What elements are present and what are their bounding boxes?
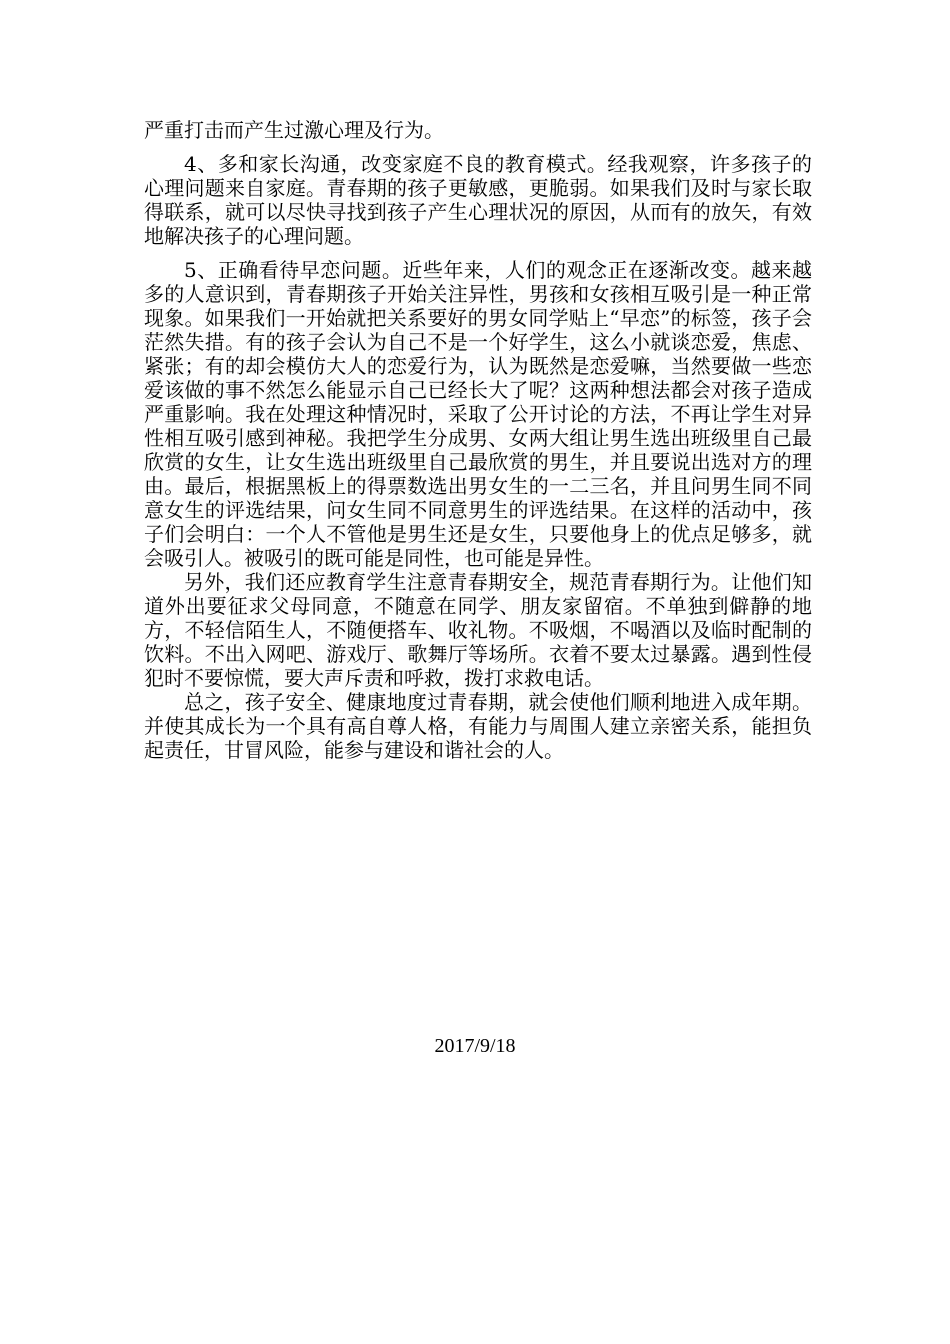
- document-date: 2017/9/18: [434, 1035, 516, 1057]
- body-text: [144, 118, 812, 762]
- paragraph-parent-communication: 4、多和家长沟通，改变家庭不良的教育模式。经我观察，许多孩子的心理问题来自家庭。青春期的孩子更敏感，更脆弱。如果我们及时与家长取得联系，就可以尽快寻找到孩子产生心理状况的原因，从而有的放矢，有效地解决孩子的心理问题。: [144, 152, 812, 248]
- paragraph-continuation: 严重打击而产生过激心理及行为。: [144, 118, 444, 142]
- paragraph-conclusion: 总之，孩子安全、健康地度过青春期，就会使他们顺利地进入成年期。并使其成长为一个具有高自尊人格，有能力与周围人建立亲密关系，能担负起责任，甘冒风险，能参与建设和谐社会的人。: [144, 690, 812, 762]
- paragraph-early-love: 5、正确看待早恋问题。近些年来，人们的观念正在逐渐改变。越来越多的人意识到，青春期孩子开始关注异性，男孩和女孩相互吸引是一种正常现象。如果我们一开始就把关系要好的男女同学贴上“早恋”的标签，孩子会茫然失措。有的孩子会认为自己不是一个好学生，这么小就谈恋爱，焦虑、紧张；有的却会模仿大人的恋爱行为，认为既然是恋爱嘛，当然要做一些恋爱该做的事不然怎么能显示自己已经长大了呢？这两种想法都会对孩子造成严重影响。我在处理这种情况时，采取了公开讨论的方法，不再让学生对异性相互吸引感到神秘。我把学生分成男、女两大组让男生选出班级里自己最欣赏的女生，让女生选出班级里自己最欣赏的男生，并且要说出选对方的理由。最后，根据黑板上的得票数选出男女生的一二三名，并且问男生同不同意女生的评选结果，问女生同不同意男生的评选结果。在这样的活动中，孩子们会明白：一个人不管他是男生还是女生，只要他身上的优点足够多，就会吸引人。被吸引的既可能是同性，也可能是异性。: [144, 258, 812, 570]
- paragraph-safety: 另外，我们还应教育学生注意青春期安全，规范青春期行为。让他们知道外出要征求父母同意，不随意在同学、朋友家留宿。不单独到僻静的地方，不轻信陌生人，不随便搭车、收礼物。不吸烟，不喝酒以及临时配制的饮料。不出入网吧、游戏厅、歌舞厅等场所。衣着不要太过暴露。遇到性侵犯时不要惊慌，要大声斥责和呼救，拨打求救电话。: [144, 570, 812, 690]
